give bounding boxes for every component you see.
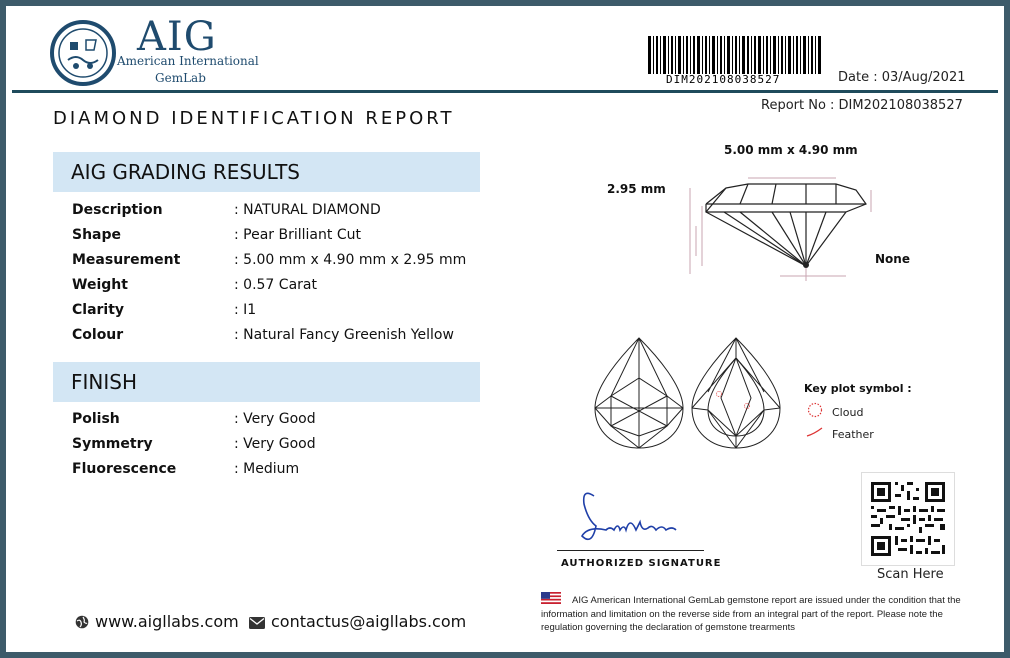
email-text[interactable]: contactus@aigllabs.com (271, 612, 467, 631)
website-text[interactable]: www.aigllabs.com (95, 612, 239, 631)
barcode-number: DIM202108038527 (666, 73, 781, 86)
barcode (648, 36, 823, 74)
disclaimer-text: AIG American International GemLab gemstone report are issued under the condition that the information and limitation on the reverse side from an integral part of the report. Please note the regulation governing the declaration of gemstone trearments (541, 595, 961, 633)
grading-section-heading: AIG GRADING RESULTS (53, 152, 480, 192)
signature-label: AUTHORIZED SIGNATURE (561, 558, 722, 569)
row-label: Polish (72, 411, 120, 427)
row-label: Measurement (72, 252, 181, 268)
row-label: Description (72, 202, 163, 218)
row-value: : Natural Fancy Greenish Yellow (234, 327, 454, 343)
clarity-plot-diagram (591, 336, 786, 451)
scan-caption: Scan Here (877, 567, 944, 582)
email-link[interactable] (249, 612, 466, 631)
row-label: Symmetry (72, 436, 153, 452)
row-value: : NATURAL DIAMOND (234, 202, 381, 218)
row-value: : Very Good (234, 436, 316, 452)
envelope-icon (249, 617, 265, 629)
row-value: : Medium (234, 461, 300, 477)
finish-section-heading: FINISH (53, 362, 480, 402)
authorized-signature-image (566, 486, 696, 546)
signature-line (557, 550, 704, 551)
culet-value: None (875, 252, 910, 266)
depth-measurement: 2.95 mm (607, 182, 666, 196)
table-measurement: 5.00 mm x 4.90 mm (724, 143, 858, 157)
row-value: : I1 (234, 302, 257, 318)
page-title: DIAMOND IDENTIFICATION REPORT (53, 108, 455, 129)
aig-globe-logo-icon (50, 20, 116, 86)
report-date: Date : 03/Aug/2021 (838, 70, 966, 85)
key-item-label: Cloud (832, 406, 864, 419)
header-divider (12, 90, 998, 93)
feather-symbol-icon (806, 426, 824, 438)
key-plot-title: Key plot symbol : (804, 382, 912, 395)
row-label: Weight (72, 277, 128, 293)
qr-code[interactable] (861, 472, 955, 566)
row-value: : 5.00 mm x 4.90 mm x 2.95 mm (234, 252, 467, 268)
website-link[interactable] (75, 612, 239, 631)
brand-subtitle: American International (117, 54, 259, 68)
report-number: Report No : DIM202108038527 (761, 98, 963, 113)
row-value: : 0.57 Carat (234, 277, 317, 293)
row-label: Fluorescence (72, 461, 177, 477)
cloud-symbol-icon (806, 402, 824, 418)
row-value: : Pear Brilliant Cut (234, 227, 361, 243)
diamond-profile-diagram (676, 166, 876, 286)
row-label: Colour (72, 327, 124, 343)
globe-icon (75, 615, 89, 629)
brand-name: AIG (137, 14, 217, 60)
row-value: : Very Good (234, 411, 316, 427)
row-label: Clarity (72, 302, 125, 318)
key-item-label: Feather (832, 428, 874, 441)
brand-subtitle-2: GemLab (155, 71, 206, 85)
row-label: Shape (72, 227, 122, 243)
